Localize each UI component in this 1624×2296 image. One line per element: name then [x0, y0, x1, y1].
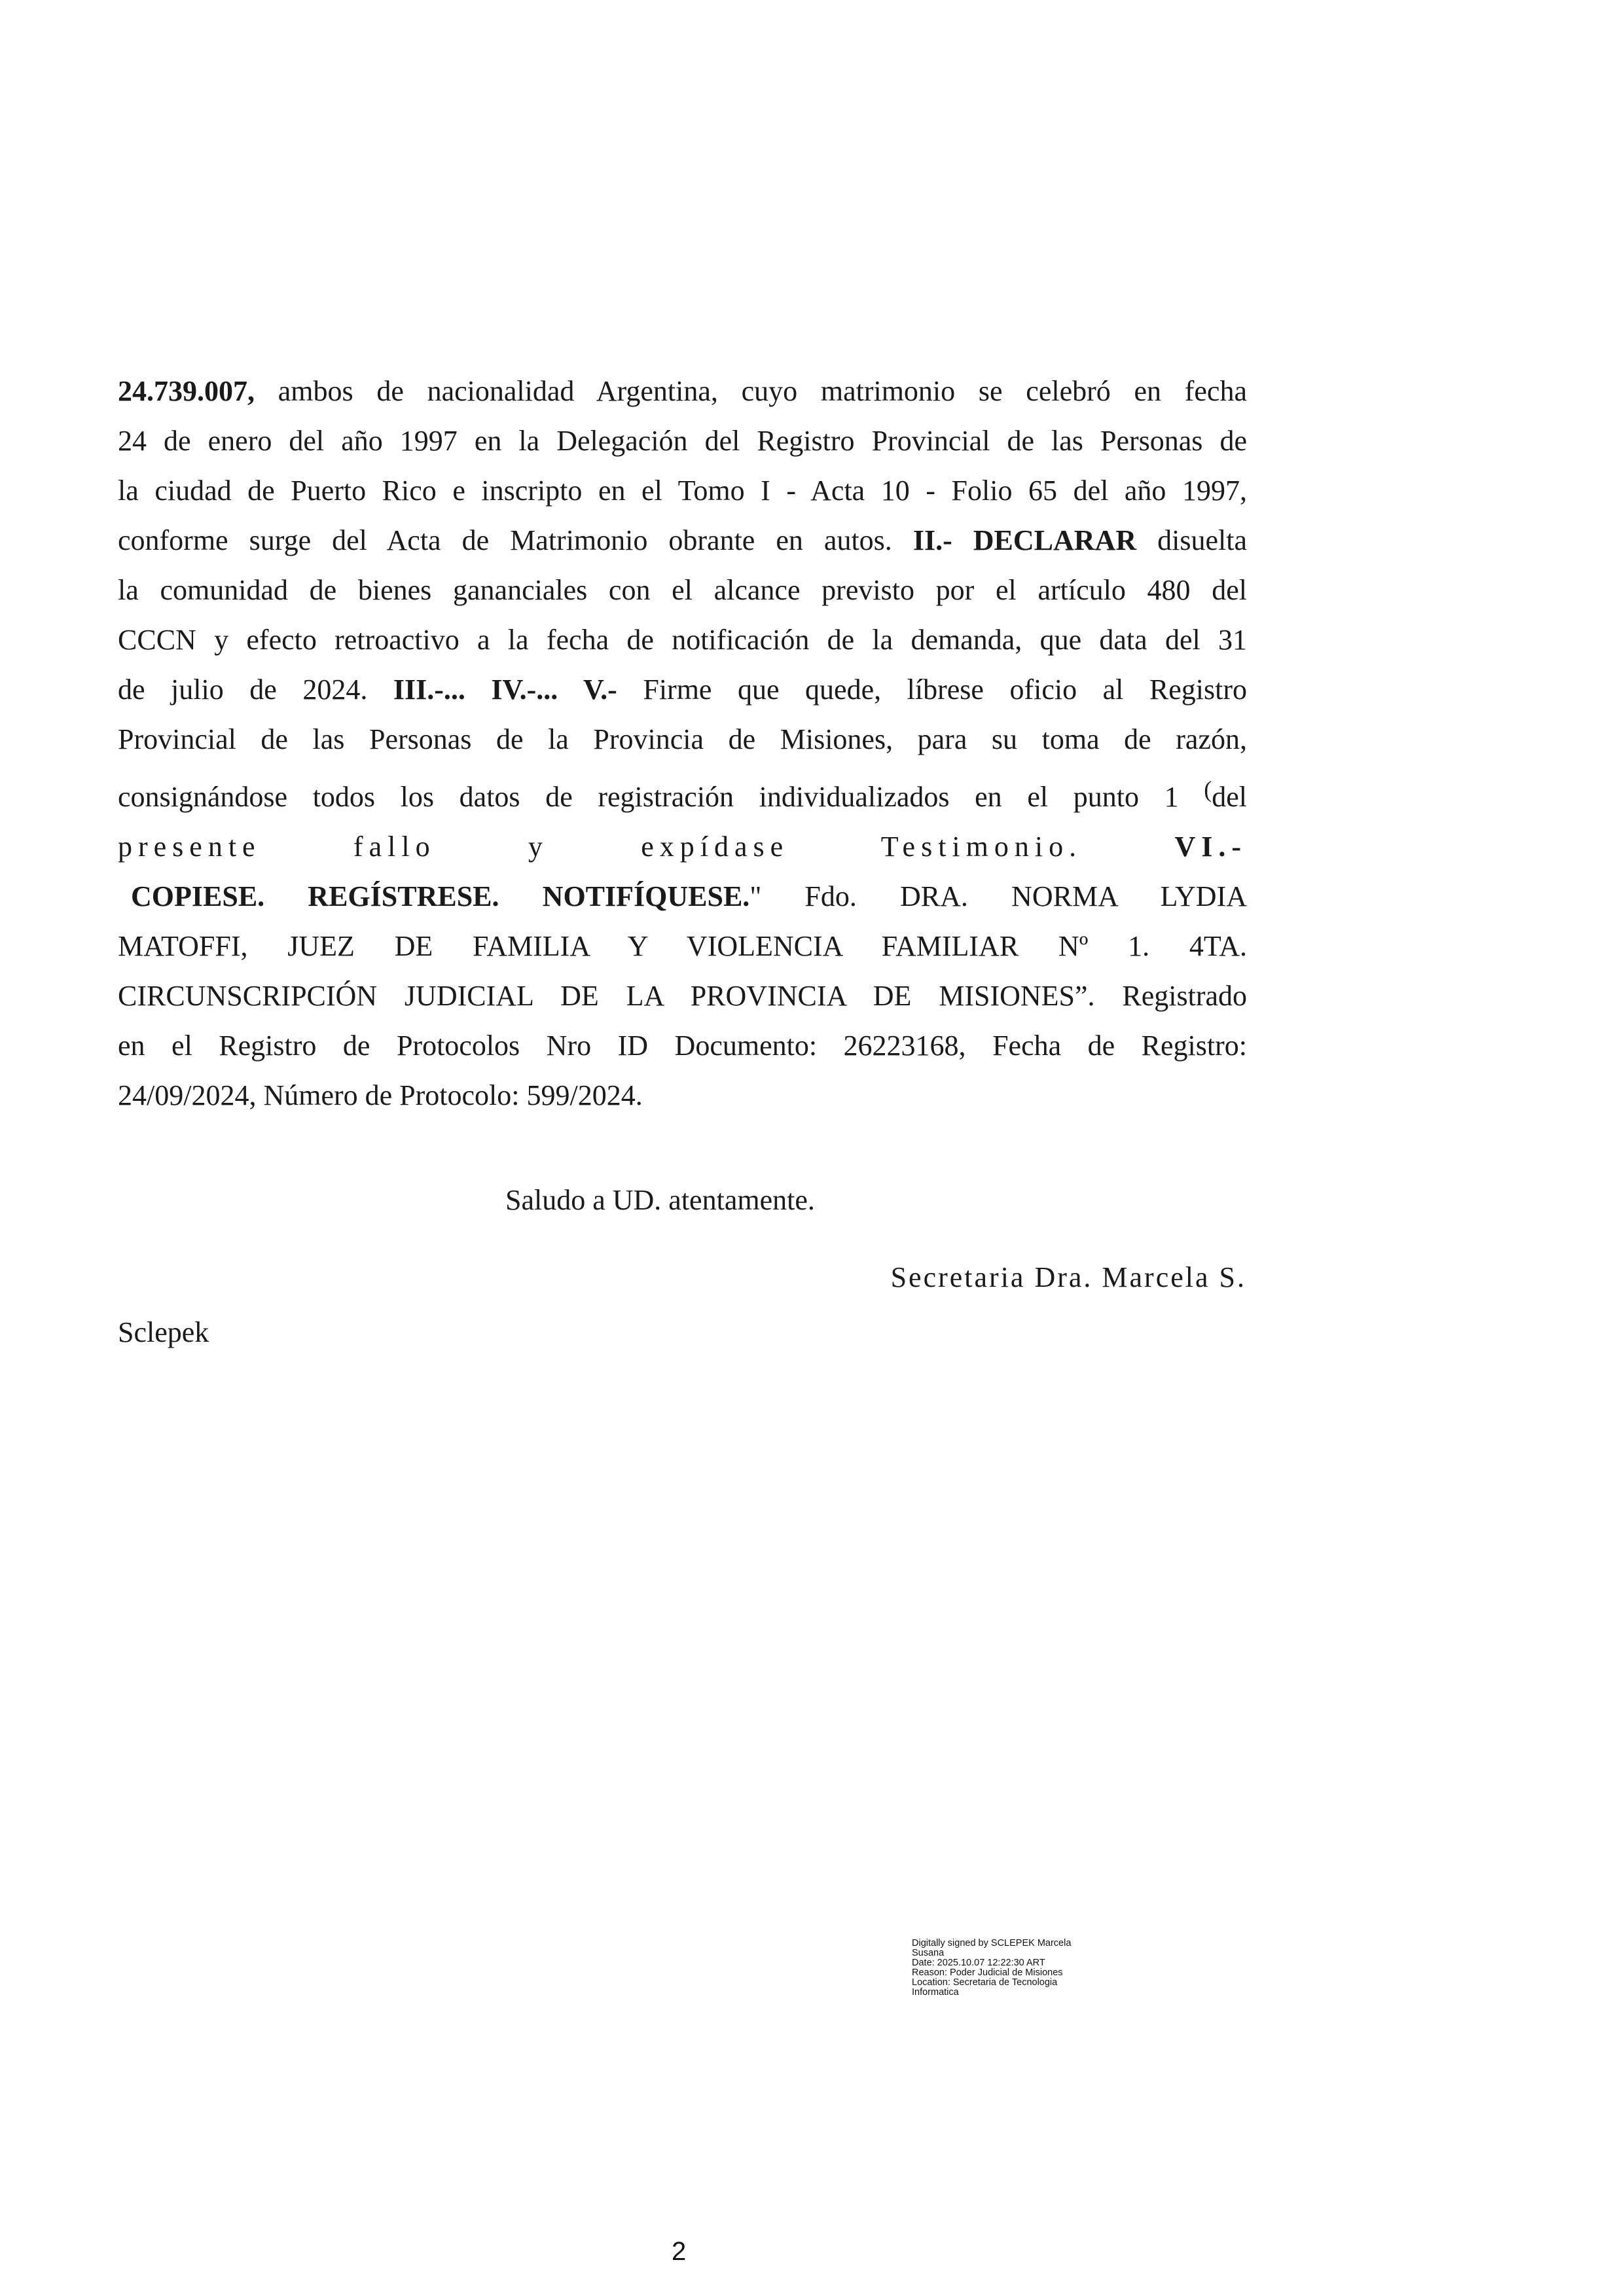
- section-heading: II.- DECLARAR: [912, 524, 1137, 556]
- digital-signature-line: Susana: [912, 1948, 945, 1958]
- body-line: [118, 764, 1247, 822]
- body-line: [118, 367, 1247, 416]
- digital-signature-stamp: [912, 1939, 1071, 1998]
- digital-signature-line: Location: Secretaria de Tecnologia: [912, 1977, 1058, 1988]
- body-line: la comunidad de bienes gananciales con el alcance previsto por el artículo 480 del: [118, 574, 1247, 606]
- signer-surname: Sclepek: [118, 1316, 209, 1348]
- body-text-segment: de julio de 2024.: [118, 673, 393, 706]
- body-line: la ciudad de Puerto Rico e inscripto en el Tomo I - Acta 10 - Folio 65 del año 1997,: [118, 475, 1247, 507]
- section-heading: VI.-: [1174, 831, 1247, 863]
- body-text-segment: del: [1212, 781, 1247, 813]
- section-heading: III.-... IV.-... V.-: [393, 673, 617, 706]
- body-line: [118, 665, 1247, 715]
- page-number: 2: [672, 2237, 687, 2266]
- body-line: Provincial de las Personas de la Provincia de Misiones, para su toma de razón,: [118, 723, 1247, 755]
- body-line: MATOFFI, JUEZ DE FAMILIA Y VIOLENCIA FAMILIAR Nº 1. 4TA.: [118, 930, 1247, 962]
- body-line: CIRCUNSCRIPCIÓN JUDICIAL DE LA PROVINCIA DE MISIONES”. Registrado: [118, 980, 1247, 1012]
- body-text-segment: disuelta: [1136, 524, 1247, 556]
- digital-signature-line: Informatica: [912, 1987, 959, 1998]
- digital-signature-line: Digitally signed by SCLEPEK Marcela: [912, 1938, 1072, 1948]
- body-text-segment: ambos de nacionalidad Argentina, cuyo matrimonio se celebró en fecha: [255, 375, 1247, 407]
- dni-number: 24.739.007,: [118, 375, 255, 407]
- body-text-segment: Firme que quede, líbrese oficio al Registro: [617, 673, 1247, 706]
- digital-signature-line: Date: 2025.10.07 12:22:30 ART: [912, 1958, 1045, 1968]
- document-body: [118, 367, 1247, 1121]
- body-line: 24/09/2024, Número de Protocolo: 599/2024.: [118, 1079, 643, 1111]
- body-text-segment: conforme surge del Acta de Matrimonio obrante en autos.: [118, 524, 913, 556]
- body-text-segment: presente fallo y expídase Testimonio.: [118, 831, 1175, 863]
- body-text-segment: " Fdo. DRA. NORMA LYDIA: [749, 880, 1247, 912]
- body-line: [118, 872, 1247, 922]
- body-line: 24 de enero del año 1997 en la Delegación del Registro Provincial de las Personas de: [118, 425, 1247, 457]
- body-line: CCCN y efecto retroactivo a la fecha de notificación de la demanda, que data del 31: [118, 624, 1247, 656]
- digital-signature-line: Reason: Poder Judicial de Misiones: [912, 1967, 1063, 1978]
- section-heading: COPIESE. REGÍSTRESE. NOTIFÍQUESE.: [131, 880, 750, 912]
- body-line: [118, 822, 1247, 872]
- footnote-paren: (: [1204, 776, 1212, 802]
- body-line: en el Registro de Protocolos Nro ID Documento: 26223168, Fecha de Registro:: [118, 1030, 1247, 1062]
- body-text-segment: consignándose todos los datos de registración individualizados en el punto 1: [118, 781, 1204, 813]
- closing-salutation: Saludo a UD. atentamente.: [505, 1184, 815, 1216]
- signer-title: Secretaria Dra. Marcela S.: [890, 1261, 1246, 1293]
- body-line: [118, 516, 1247, 565]
